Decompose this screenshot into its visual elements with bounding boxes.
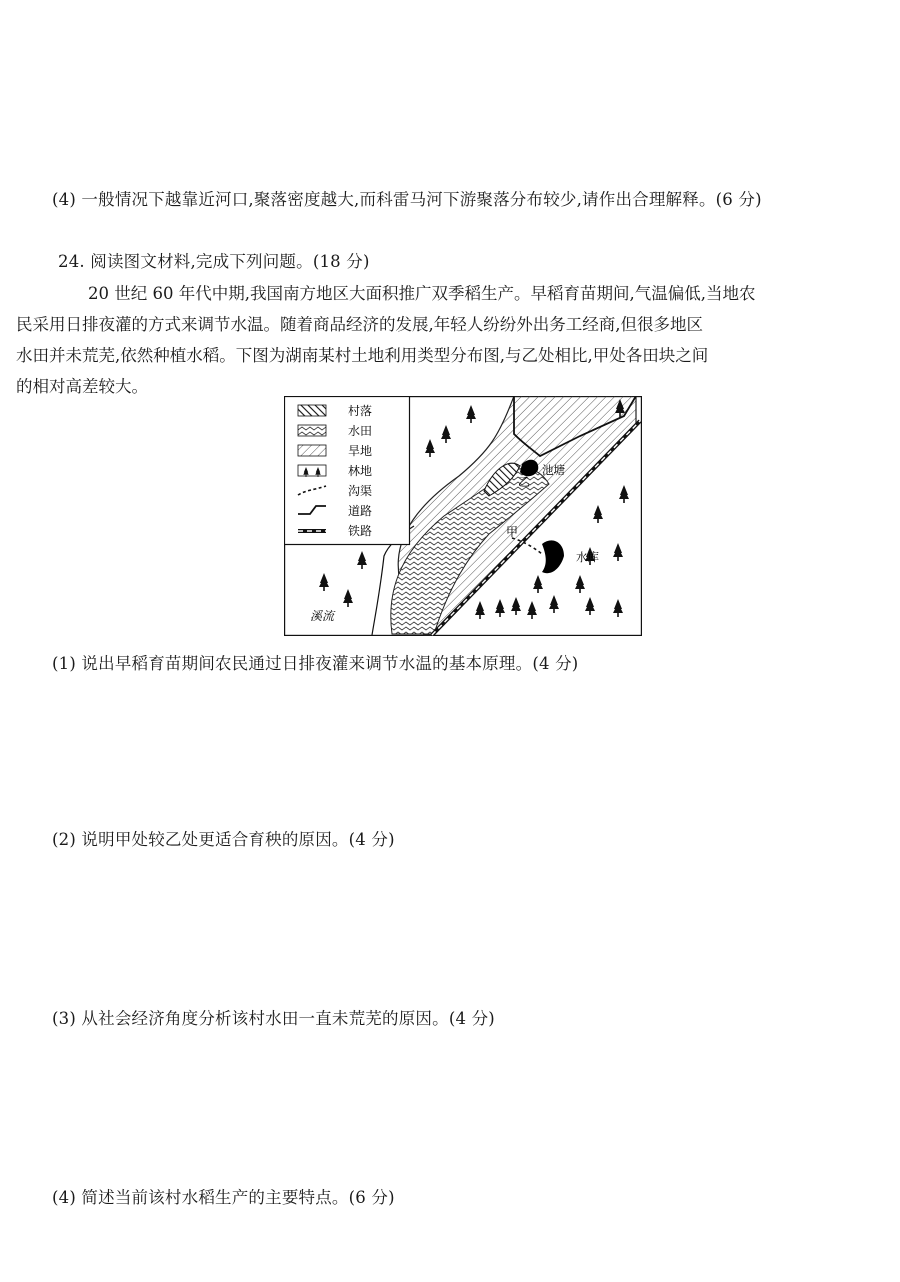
legend-label-railway: 铁路 [348, 524, 373, 538]
reservoir-label: 水库 [576, 550, 599, 564]
legend-label-village: 村落 [348, 404, 373, 418]
question-24-part-3: (3) 从社会经济角度分析该村水田一直未荒芜的原因。(4 分) [52, 1009, 495, 1028]
question-24-part-2: (2) 说明甲处较乙处更适合育秧的原因。(4 分) [52, 830, 395, 849]
legend-label-canal: 沟渠 [348, 484, 373, 498]
question-24-heading: 24. 阅读图文材料,完成下列问题。(18 分) [58, 252, 370, 271]
material-line-3: 水田并未荒芜,依然种植水稻。下图为湖南某村土地利用类型分布图,与乙处相比,甲处各田块之间 [16, 346, 709, 365]
pond-label: 池塘 [542, 463, 565, 477]
question-24-material [16, 278, 872, 402]
material-line-1: 20 世纪 60 年代中期,我国南方地区大面积推广双季稻生产。早稻育苗期间,气温偏低,当地农 [88, 284, 756, 303]
point-a-label: 甲 [506, 525, 519, 539]
land-use-map [284, 396, 642, 636]
question-23-part-4: (4) 一般情况下越靠近河口,聚落密度越大,而科雷马河下游聚落分布较少,请作出合理解释。(6 分) [52, 190, 762, 209]
material-line-2: 民采用日排夜灌的方式来调节水温。随着商品经济的发展,年轻人纷纷外出务工经商,但很多地区 [16, 315, 703, 334]
legend-label-forest: 林地 [348, 464, 373, 478]
legend-label-road: 道路 [348, 504, 373, 518]
question-24-part-4: (4) 简述当前该村水稻生产的主要特点。(6 分) [52, 1188, 395, 1207]
point-b-label: 乙 [518, 475, 531, 489]
legend-label-dryland: 旱地 [348, 444, 373, 458]
legend-label-paddy: 水田 [348, 424, 373, 438]
material-line-4: 的相对高差较大。 [16, 377, 148, 396]
question-24-part-1: (1) 说出早稻育苗期间农民通过日排夜灌来调节水温的基本原理。(4 分) [52, 654, 579, 673]
land-use-map-svg [284, 396, 642, 636]
stream-label: 溪流 [310, 609, 335, 623]
